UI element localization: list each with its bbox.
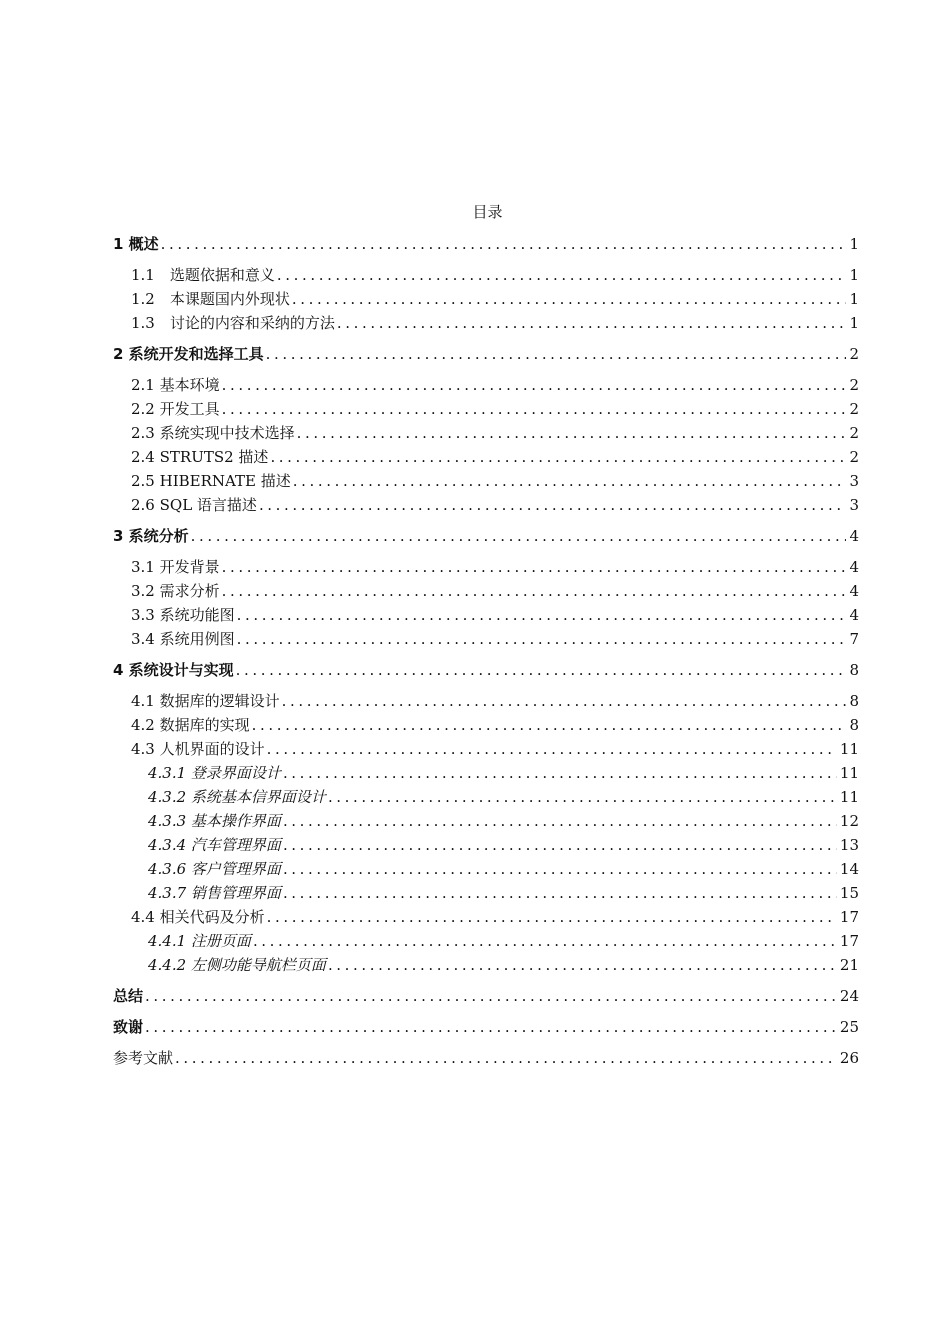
toc-entry-title: 4.4 相关代码及分析 <box>131 908 265 926</box>
dot-leader <box>267 737 837 761</box>
toc-page-number: 1 <box>849 290 859 308</box>
toc-entry[interactable] <box>113 469 859 493</box>
toc-page-number: 4 <box>849 606 859 624</box>
dot-leader <box>277 263 847 287</box>
toc-page-number: 8 <box>849 692 859 710</box>
toc-entry-title: 3 系统分析 <box>113 527 189 545</box>
toc-page-number: 2 <box>849 424 859 442</box>
toc-entry[interactable] <box>113 263 859 287</box>
toc-entry[interactable] <box>113 809 859 833</box>
dot-leader <box>191 524 847 548</box>
dot-leader <box>253 929 837 953</box>
toc-page-number: 8 <box>849 661 859 679</box>
toc-entry-title: 4.3.2 系统基本信界面设计 <box>148 788 326 806</box>
dot-leader <box>283 809 837 833</box>
toc-entry[interactable] <box>113 627 859 651</box>
toc-entry-title: 4.4.2 左侧功能导航栏页面 <box>148 956 326 974</box>
toc-entry-title: 1.3 讨论的内容和采纳的方法 <box>131 314 335 332</box>
toc-entry[interactable] <box>113 713 859 737</box>
toc-page-number: 21 <box>839 956 859 974</box>
toc-entry[interactable] <box>113 555 859 579</box>
toc-entry[interactable] <box>113 1015 859 1039</box>
toc-entry[interactable] <box>113 342 859 366</box>
dot-leader <box>161 232 847 256</box>
dot-leader <box>283 857 837 881</box>
toc-page-number: 4 <box>849 558 859 576</box>
toc-entry[interactable] <box>113 232 859 256</box>
toc-entry[interactable] <box>113 689 859 713</box>
dot-leader <box>222 579 847 603</box>
toc-page-number: 14 <box>839 860 859 878</box>
dot-leader <box>259 493 847 517</box>
toc-page-number: 4 <box>849 527 859 545</box>
toc-entry-title: 4.2 数据库的实现 <box>131 716 250 734</box>
toc-page-number: 8 <box>849 716 859 734</box>
toc-page-number: 4 <box>849 582 859 600</box>
toc-entry[interactable] <box>113 287 859 311</box>
dot-leader <box>145 984 837 1008</box>
toc-page-number: 2 <box>849 376 859 394</box>
toc-entry[interactable] <box>113 373 859 397</box>
toc-entry-title: 4.1 数据库的逻辑设计 <box>131 692 280 710</box>
toc-page-number: 1 <box>849 314 859 332</box>
toc-page-number: 2 <box>849 345 859 363</box>
toc-page-number: 17 <box>839 932 859 950</box>
toc-entry[interactable] <box>113 785 859 809</box>
toc-entry-title: 3.1 开发背景 <box>131 558 220 576</box>
toc-entry-title: 4 系统设计与实现 <box>113 661 234 679</box>
dot-leader <box>283 881 837 905</box>
dot-leader <box>270 445 846 469</box>
dot-leader <box>222 555 847 579</box>
toc-entry-title: 参考文献 <box>113 1049 174 1067</box>
toc-entry-title: 4.3.3 基本操作界面 <box>148 812 281 830</box>
toc-entry-title: 总结 <box>113 987 144 1005</box>
toc-page-number: 2 <box>849 400 859 418</box>
toc-entry[interactable] <box>113 953 859 977</box>
dot-leader <box>328 785 837 809</box>
dot-leader <box>145 1015 837 1039</box>
toc-entry-title: 2.4 STRUTS2 描述 <box>131 448 269 466</box>
toc-page-number: 1 <box>849 235 859 253</box>
toc-page-number: 7 <box>849 630 859 648</box>
toc-entry[interactable] <box>113 311 859 335</box>
toc-page-number: 26 <box>839 1049 859 1067</box>
toc-entry[interactable] <box>113 658 859 682</box>
toc-page-number: 1 <box>849 266 859 284</box>
toc-page-number: 24 <box>839 987 859 1005</box>
toc-entry-title: 3.4 系统用例图 <box>131 630 235 648</box>
toc-entry[interactable] <box>113 493 859 517</box>
toc-entry-title: 4.3.1 登录界面设计 <box>148 764 281 782</box>
toc-entry-title: 3.3 系统功能图 <box>131 606 235 624</box>
table-of-contents <box>113 232 859 1077</box>
toc-entry-title: 3.2 需求分析 <box>131 582 220 600</box>
toc-entry[interactable] <box>113 857 859 881</box>
toc-entry-title: 4.3 人机界面的设计 <box>131 740 265 758</box>
toc-entry[interactable] <box>113 833 859 857</box>
toc-entry-title: 2.5 HIBERNATE 描述 <box>131 472 291 490</box>
toc-page-number: 13 <box>839 836 859 854</box>
toc-entry-title: 4.4.1 注册页面 <box>148 932 251 950</box>
dot-leader <box>237 603 847 627</box>
dot-leader <box>236 658 847 682</box>
toc-entry-title: 1.2 本课题国内外现状 <box>131 290 290 308</box>
toc-entry-title: 1 概述 <box>113 235 159 253</box>
dot-leader <box>222 373 847 397</box>
toc-page-number: 3 <box>849 472 859 490</box>
toc-entry-title: 2 系统开发和选择工具 <box>113 345 264 363</box>
dot-leader <box>283 833 837 857</box>
toc-page-number: 12 <box>839 812 859 830</box>
toc-entry-title: 2.1 基本环境 <box>131 376 220 394</box>
dot-leader <box>267 905 837 929</box>
toc-page-number: 11 <box>839 764 859 782</box>
toc-entry-title: 4.3.7 销售管理界面 <box>148 884 281 902</box>
dot-leader <box>283 761 837 785</box>
toc-entry[interactable] <box>113 421 859 445</box>
toc-entry[interactable] <box>113 1046 859 1070</box>
dot-leader <box>222 397 847 421</box>
dot-leader <box>337 311 847 335</box>
toc-entry[interactable] <box>113 881 859 905</box>
toc-entry[interactable] <box>113 984 859 1008</box>
dot-leader <box>297 421 847 445</box>
toc-entry-title: 4.3.6 客户管理界面 <box>148 860 281 878</box>
dot-leader <box>293 469 847 493</box>
toc-entry[interactable] <box>113 737 859 761</box>
dot-leader <box>282 689 847 713</box>
toc-entry[interactable] <box>113 445 859 469</box>
toc-entry-title: 2.6 SQL 语言描述 <box>131 496 257 514</box>
dot-leader <box>237 627 847 651</box>
toc-page-number: 25 <box>839 1018 859 1036</box>
toc-entry[interactable] <box>113 929 859 953</box>
toc-entry[interactable] <box>113 397 859 421</box>
toc-page-number: 11 <box>839 740 859 758</box>
dot-leader <box>328 953 837 977</box>
toc-entry-title: 致谢 <box>113 1018 144 1036</box>
dot-leader <box>266 342 847 366</box>
toc-page-number: 11 <box>839 788 859 806</box>
toc-entry[interactable] <box>113 905 859 929</box>
toc-entry-title: 2.3 系统实现中技术选择 <box>131 424 295 442</box>
toc-entry-title: 1.1 选题依据和意义 <box>131 266 275 284</box>
toc-title: 目录 <box>472 203 503 221</box>
toc-entry-title: 4.3.4 汽车管理界面 <box>148 836 281 854</box>
toc-page-number: 2 <box>849 448 859 466</box>
toc-entry[interactable] <box>113 603 859 627</box>
toc-page-number: 3 <box>849 496 859 514</box>
toc-entry[interactable] <box>113 524 859 548</box>
toc-page-number: 15 <box>839 884 859 902</box>
toc-entry[interactable] <box>113 761 859 785</box>
toc-entry[interactable] <box>113 579 859 603</box>
dot-leader <box>292 287 847 311</box>
toc-entry-title: 2.2 开发工具 <box>131 400 220 418</box>
dot-leader <box>252 713 847 737</box>
toc-page-number: 17 <box>839 908 859 926</box>
dot-leader <box>175 1046 837 1070</box>
